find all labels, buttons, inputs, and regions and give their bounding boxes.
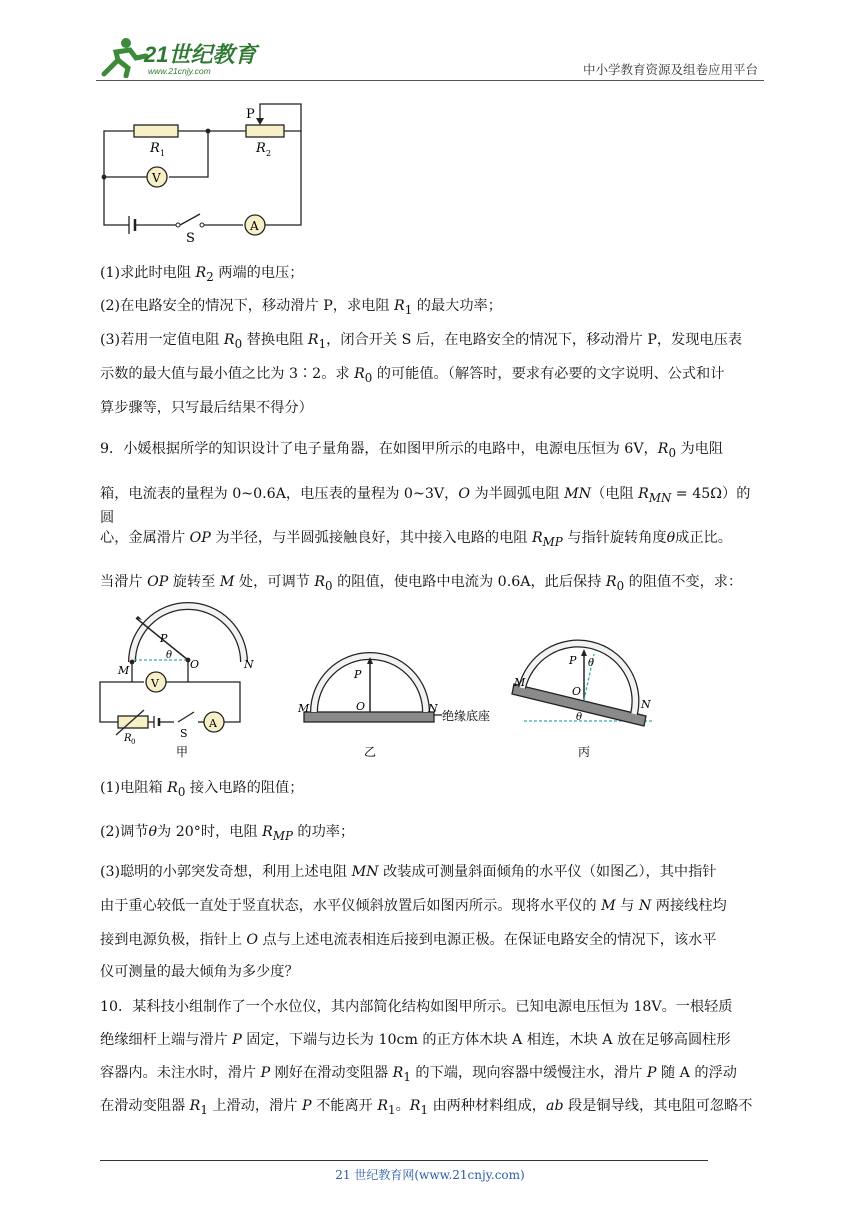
svg-text:N: N [244, 658, 254, 671]
svg-text:P: P [354, 668, 362, 681]
q10-stem-line2: 绝缘细杆上端与滑片 P 固定，下端与边长为 10cm 的正方体木块 A 相连，木块 A 放在足够高圆柱形 [100, 1032, 731, 1048]
svg-text:N: N [641, 698, 651, 711]
q8-circuit-figure [96, 100, 306, 245]
logo-url: www.21cnjy.com [148, 66, 211, 76]
q8-sub3-line3: 算步骤等，只写最后结果不得分） [100, 400, 313, 416]
q9-sub3-line2: 由于重心较低一直处于竖直状态，水平仪倾斜放置后如图丙所示。现将水平仪的 M 与 N 两接线柱均 [100, 898, 727, 914]
svg-text:A: A [209, 717, 217, 730]
svg-text:R: R [124, 733, 132, 744]
svg-text:V: V [151, 677, 159, 690]
q9-stem-line3: 心，金属滑片 OP 为半径，与半圆弧接触良好，其中接入电路的电阻 $R_{MP}$ 与指针旋转角度θ成正比。 [100, 530, 732, 549]
header-platform-name: 中小学教育资源及组卷应用平台 [582, 62, 758, 77]
q9-sub2: (2)调节θ为 20°时，电阻 $R_{MP}$ 的功率； [100, 824, 355, 843]
svg-text:θ: θ [576, 712, 583, 723]
q9-sub3-line3: 接到电源负极，指针上 O 点与上述电流表相连后接到电源正极。在保证电路安全的情况下，该水平 [100, 932, 717, 948]
site-logo [96, 34, 266, 78]
runner-icon [104, 38, 146, 76]
header-rule [96, 80, 764, 81]
q10-stem-line3: 容器内。未注水时，滑片 P 刚好在滑动变阻器 $R_1$ 的下端，现向容器中缓慢注水，滑片 P 随 A 的浮动 [100, 1065, 737, 1084]
svg-text:甲: 甲 [176, 745, 189, 759]
svg-text:2: 2 [266, 149, 272, 158]
figure-yi [304, 656, 442, 722]
svg-text:M: M [514, 676, 526, 689]
q8-sub1: (1)求此时电阻 $R_2$ 两端的电压； [100, 265, 304, 284]
svg-text:P: P [160, 632, 168, 645]
svg-text:0: 0 [131, 738, 136, 746]
q9-sub1: (1)电阻箱 $R_0$ 接入电路的阻值； [100, 780, 304, 799]
svg-text:V: V [152, 171, 161, 185]
svg-text:R: R [150, 141, 160, 156]
q9-figures [94, 600, 664, 760]
svg-text:M: M [298, 702, 310, 715]
svg-text:S: S [180, 727, 188, 740]
q9-stem-line4: 当滑片 OP 旋转至 M 处，可调节 $R_0$ 的阻值，使电路中电流为 0.6A，此后保持 $R_0$ 的阻值不变，求： [100, 574, 743, 593]
svg-text:P: P [246, 107, 255, 122]
svg-text:θ: θ [166, 650, 173, 661]
svg-text:A: A [250, 219, 259, 233]
q9-stem-line2: 箱，电流表的量程为 0~0.6A，电压表的量程为 0~3V，O 为半圆弧电阻 MN（电阻 $R_{MN} = 45\Omega$）的圆 [100, 486, 751, 526]
footer-text[interactable]: 21 世纪教育网(www.21cnjy.com) [335, 1168, 525, 1182]
q9-stem-line1: 9．小媛根据所学的知识设计了电子量角器，在如图甲所示的电路中，电源电压恒为 6V，$R_0$ 为电阻 [100, 441, 724, 460]
svg-text:乙: 乙 [364, 745, 377, 759]
svg-text:N: N [428, 702, 438, 715]
svg-text:O: O [356, 700, 366, 713]
svg-text:1: 1 [160, 149, 166, 158]
svg-text:R: R [256, 141, 266, 156]
q8-sub3-line2: 示数的最大值与最小值之比为 3∶2。求 $R_0$ 的可能值。（解答时，要求有必要的文字说明、公式和计 [100, 366, 725, 385]
q9-sub3-line1: (3)聪明的小郭突发奇想，利用上述电阻 MN 改装成可测量斜面倾角的水平仪（如图乙），其中指针 [100, 864, 717, 880]
q10-stem-line1: 10．某科技小组制作了一个水位仪，其内部简化结构如图甲所示。已知电源电压恒为 18V。一根轻质 [100, 999, 733, 1015]
svg-text:丙: 丙 [578, 745, 591, 759]
q8-sub3-line1: (3)若用一定值电阻 $R_0$ 替换电阻 $R_1$，闭合开关 S 后，在电路安全的情况下，移动滑片 P，发现电压表 [100, 332, 742, 351]
q9-sub3-line4: 仪可测量的最大倾角为多少度？ [100, 964, 299, 980]
q10-stem-line4: 在滑动变阻器 $R_1$ 上滑动，滑片 P 不能离开 $R_1$。$R_1$ 由两种材料组成，ab 段是铜导线，其电阻可忽略不 [100, 1098, 753, 1117]
svg-text:θ: θ [588, 658, 595, 669]
svg-text:O: O [572, 685, 582, 698]
base-label: 绝缘底座 [442, 709, 491, 723]
q8-sub2: (2)在电路安全的情况下，移动滑片 P，求电阻 $R_1$ 的最大功率； [100, 298, 502, 317]
svg-text:P: P [569, 654, 577, 667]
svg-text:O: O [190, 658, 200, 671]
svg-text:S: S [186, 231, 195, 245]
logo-text: 21世纪教育 [144, 42, 257, 67]
svg-text:M: M [118, 664, 130, 677]
footer-rule [100, 1160, 708, 1161]
